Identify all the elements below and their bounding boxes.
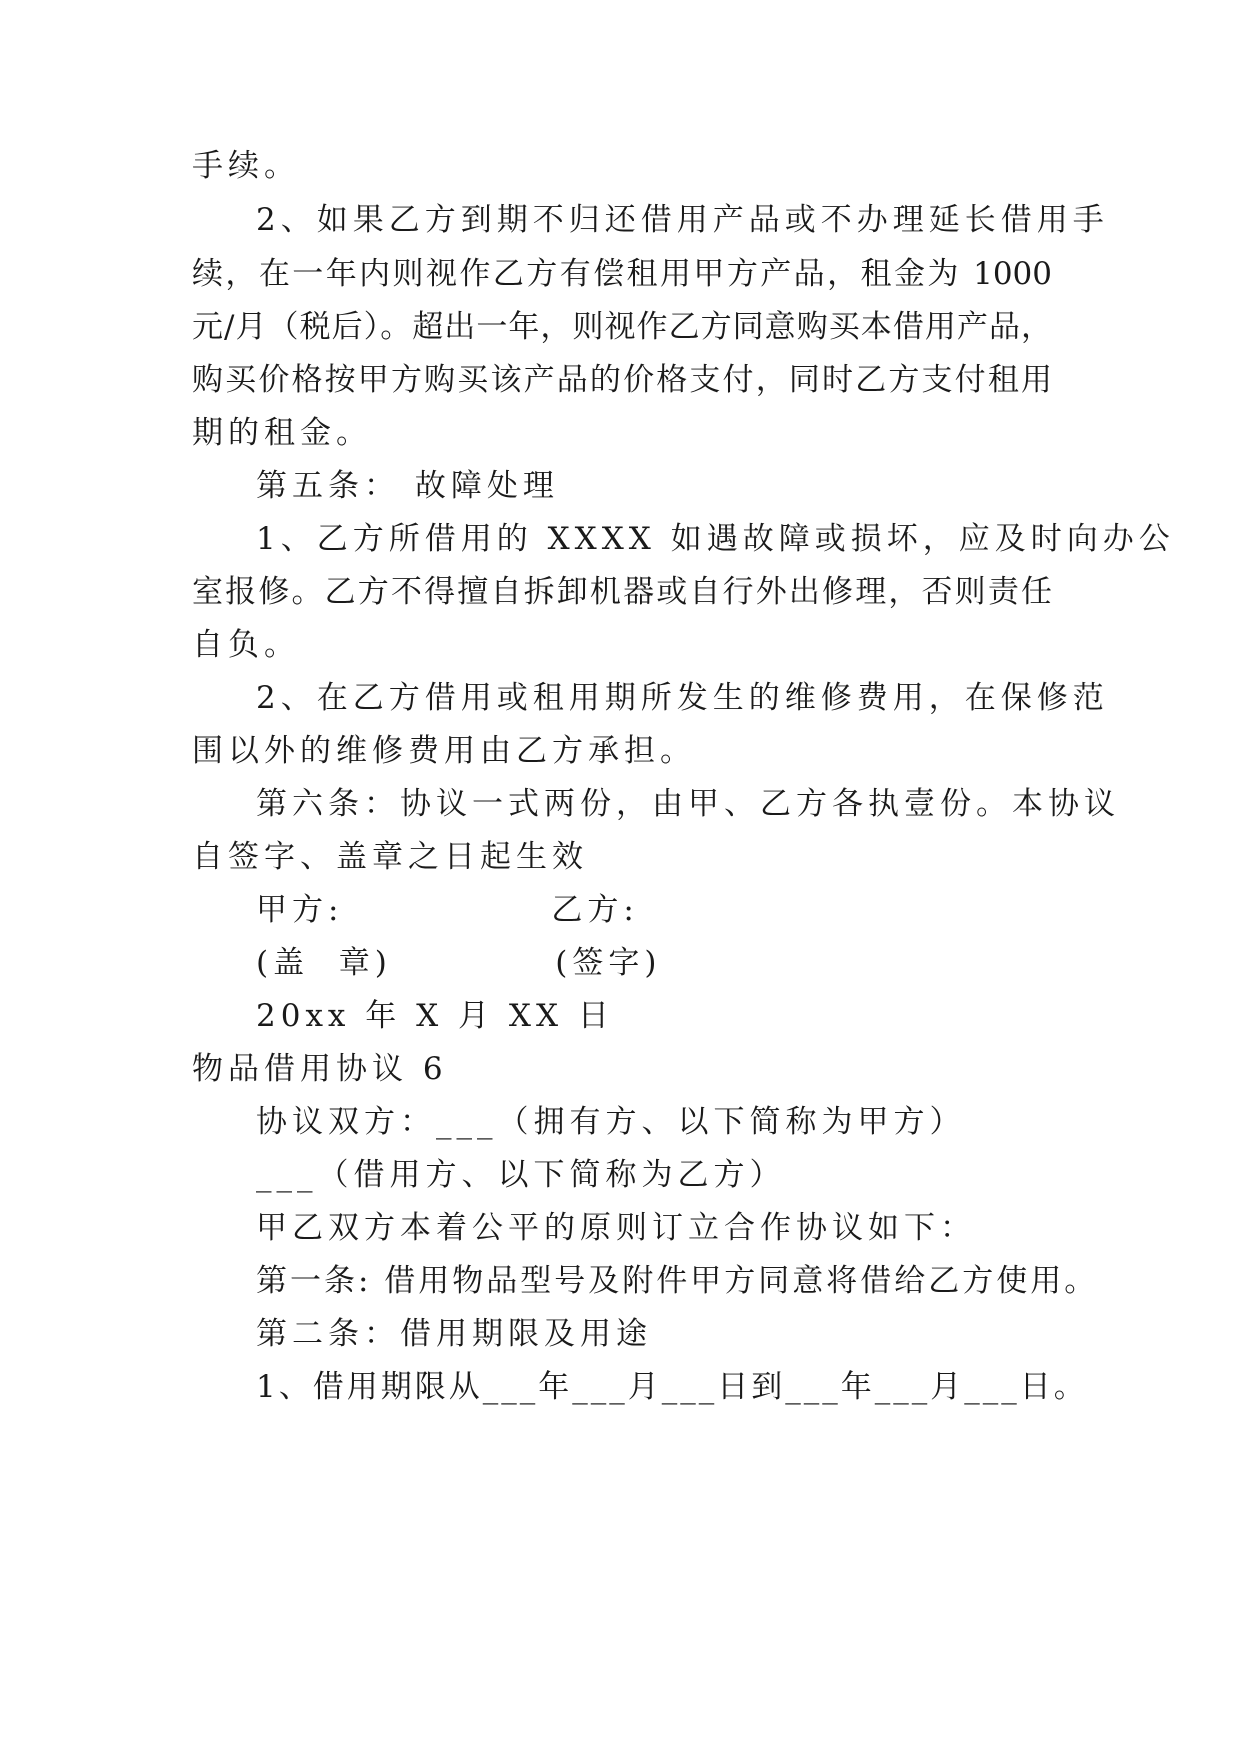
text-line: 自签字、盖章之日起生效 — [192, 839, 588, 875]
text-line: 1、乙方所借用的 XXXX 如遇故障或损坏，应及时向办公 — [256, 521, 1175, 557]
text-line: 自负。 — [192, 627, 300, 663]
text-line: 元/月（税后）。超出一年，则视作乙方同意购买本借用产品， — [192, 309, 1052, 345]
text-line: 手续。 — [192, 148, 300, 184]
signature-labels: (盖 章) (签字) — [256, 945, 662, 981]
text-line: 2、在乙方借用或租用期所发生的维修费用，在保修范 — [256, 680, 1109, 716]
text-line: 续，在一年内则视作乙方有偿租用甲方产品，租金为 1000 — [192, 256, 1052, 292]
text-line: 协议双方：___（拥有方、以下简称为甲方） — [256, 1104, 966, 1140]
text-line: 2、如果乙方到期不归还借用产品或不办理延长借用手 — [256, 202, 1109, 238]
text-line: 甲乙双方本着公平的原则订立合作协议如下： — [256, 1210, 976, 1246]
text-line: 1、借用期限从___年___月___日到___年___月___日。 — [256, 1369, 1088, 1405]
section-heading: 第五条： 故障处理 — [256, 468, 559, 504]
date-line: 20xx 年 X 月 XX 日 — [256, 998, 614, 1034]
signature-parties: 甲方: 乙方: — [256, 892, 639, 928]
text-line: 围以外的维修费用由乙方承担。 — [192, 733, 696, 769]
text-line: 第六条：协议一式两份，由甲、乙方各执壹份。本协议 — [256, 786, 1120, 822]
text-line: 室报修。乙方不得擅自拆卸机器或自行外出修理，否则责任 — [192, 574, 1052, 610]
document-title: 物品借用协议 6 — [192, 1051, 448, 1087]
text-line: ___（借用方、以下简称为乙方） — [256, 1157, 786, 1193]
text-line: 第一条: 借用物品型号及附件甲方同意将借给乙方使用。 — [256, 1263, 1099, 1299]
text-line: 期的租金。 — [192, 415, 372, 451]
text-line: 购买价格按甲方购买该产品的价格支付，同时乙方支付租用 — [192, 362, 1052, 398]
section-heading: 第二条：借用期限及用途 — [256, 1316, 652, 1352]
